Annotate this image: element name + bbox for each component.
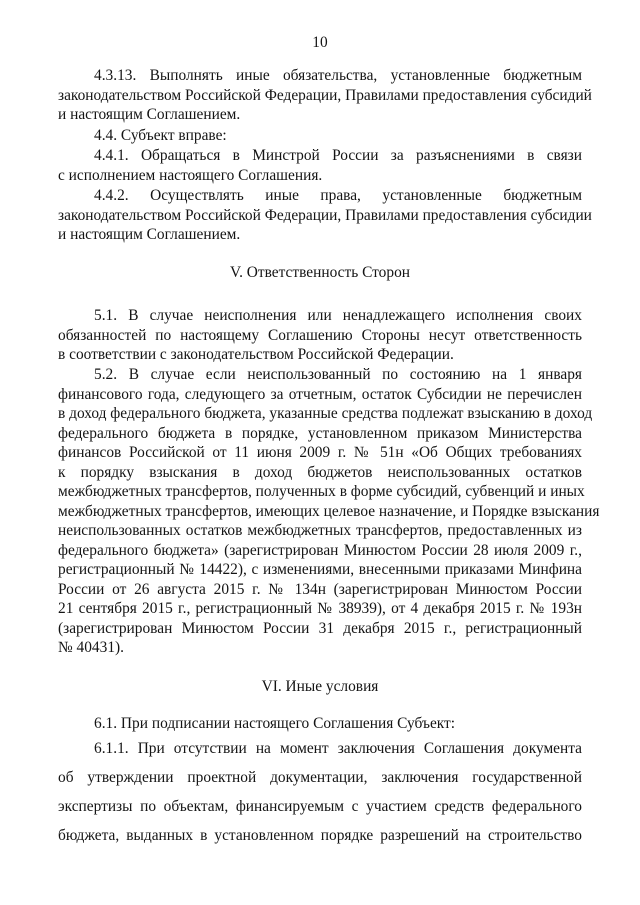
paragraph-4-4 — [58, 126, 582, 146]
text-line: 4.3.13. Выполнять иные обязательства, установленные бюджетным — [94, 67, 582, 84]
text-line: финансового года, следующего за отчетным, остаток Субсидии не перечислен — [58, 385, 582, 403]
text-line: 6.1.1. При отсутствии на момент заключения Соглашения документа — [94, 740, 582, 757]
paragraph-6-1 — [58, 714, 582, 734]
text-line: № 40431). — [58, 639, 124, 656]
text-line: и настоящим Соглашением. — [58, 226, 241, 243]
text-line: межбюджетных трансфертов, полученных в форме субсидий, субвенций и иных — [58, 483, 585, 500]
text-line: обязанностей по настоящему Соглашению Стороны несут ответственность — [58, 326, 582, 344]
paragraph-5-2 — [58, 365, 600, 658]
text-line: 4.4. Субъект вправе: — [94, 127, 227, 144]
text-line: законодательством Российской Федерации, Правилами предоставления субсидий — [58, 86, 592, 104]
text-line: 5.2. В случае если неиспользованный по состоянию на 1 января — [94, 366, 582, 383]
section-heading-vi: VI. Иные условия — [261, 678, 379, 695]
text-line: неиспользованных остатков межбюджетных трансфертов, предоставленных из — [58, 522, 582, 539]
text-line: финансов Российской от 11 июня 2009 г. № 51н «Об Общих требованиях — [58, 444, 582, 461]
paragraph-5-1 — [58, 306, 582, 365]
text-line: и настоящим Соглашением. — [58, 106, 241, 123]
text-line: федерального бюджета в порядке, установленном приказом Министерства — [58, 424, 582, 442]
text-line: 4.4.2. Осуществлять иные права, установленные бюджетным — [94, 187, 582, 204]
text-line: в доход федерального бюджета, указанные средства подлежат взысканию в доход — [58, 405, 593, 422]
section-heading-v: V. Ответственность Сторон — [229, 264, 411, 281]
text-line: 5.1. В случае неисполнения или ненадлежащего исполнения своих — [94, 307, 582, 324]
paragraph-4-4-2 — [58, 186, 592, 245]
paragraph-6-1-1 — [58, 734, 582, 850]
text-line: (зарегистрирован Минюстом России 31 декабря 2015 г., регистрационный — [58, 619, 582, 637]
text-line: 4.4.1. Обращаться в Минстрой России за разъяснениями в связи — [94, 147, 582, 164]
text-line: об утверждении проектной документации, заключения государственной — [58, 769, 582, 786]
text-line: федерального бюджета» (зарегистрирован Минюстом России 28 июля 2009 г., — [58, 541, 582, 559]
paragraph-4-3-13 — [58, 66, 592, 125]
text-line: законодательством Российской Федерации, Правилами предоставления субсидии — [58, 206, 592, 224]
text-line: 21 сентября 2015 г., регистрационный № 38939), от 4 декабря 2015 г. № 193н — [58, 600, 582, 617]
text-line: бюджета, выданных в установленном порядке разрешений на строительство — [58, 827, 582, 844]
text-line: к порядку взыскания в доход бюджетов неиспользованных остатков — [58, 463, 582, 481]
text-line: 6.1. При подписании настоящего Соглашения Субъект: — [94, 715, 456, 732]
text-line: с исполнением настоящего Соглашения. — [58, 166, 323, 184]
text-line: экспертизы по объектам, финансируемым с участием средств федерального — [58, 798, 582, 815]
text-line: межбюджетных трансфертов, имеющих целевое назначение, и Порядке взыскания — [58, 502, 600, 520]
text-line: России от 26 августа 2015 г. № 134н (зарегистрирован Минюстом России — [58, 580, 582, 598]
text-line: регистрационный № 14422), с изменениями, внесенными приказами Минфина — [58, 561, 582, 578]
text-line: в соответствии с законодательством Российской Федерации. — [58, 346, 454, 363]
paragraph-4-4-1 — [58, 146, 582, 185]
page-number: 10 — [312, 34, 328, 51]
